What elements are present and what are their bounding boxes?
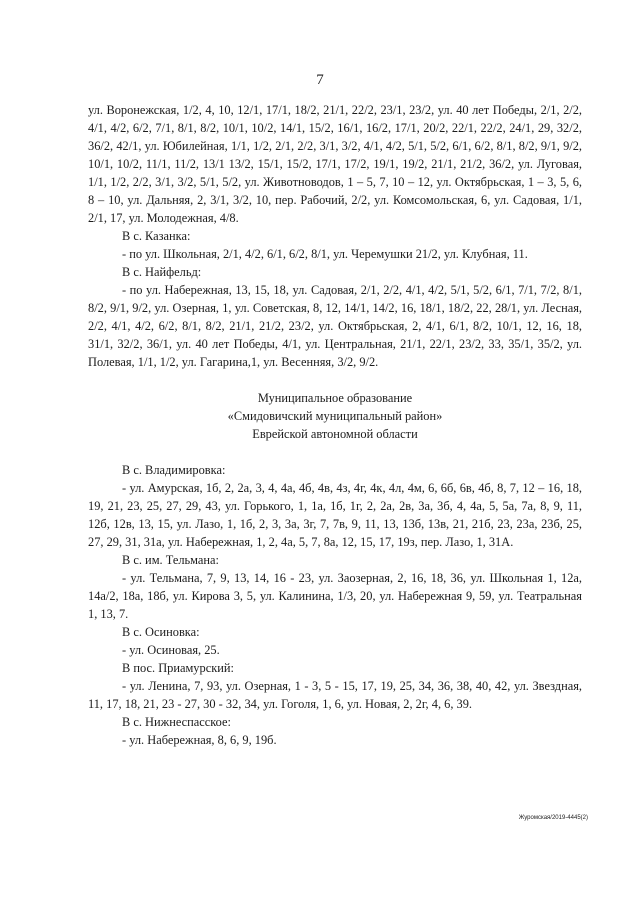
village-heading: В с. Казанка: <box>122 229 191 243</box>
document-body <box>88 101 582 749</box>
address-paragraph: - по ул. Школьная, 2/1, 4/2, 6/1, 6/2, 8/1, ул. Черемушки 21/2, ул. Клубная, 11. <box>122 247 528 261</box>
address-paragraph: - по ул. Набережная, 13, 15, 18, ул. Садовая, 2/1, 2/2, 4/1, 4/2, 5/1, 5/2, 6/1, 7/1, 7/2, 8/1, 8/2, 9/1, 9/2, ул. Озерная, 1, ул. Советская, 8, 12, 14/1, 14/2, 16, 18/1, 18/2, 22, 28/1, ул. Лесная, 2/2, 4/1, 4/2, 6/2, 8/1, 8/2, 21/1, 21/2, 23/2, ул. Октябрьская, 2, 4/1, 6/1, 8/2, 10/1, 12, 16, 18, 31/1, 32/2, 36/1, ул. 40 лет Победы, 4/1, ул. Центральная, 21/1, 22/1, 23/2, 33, 35/1, 35/2, ул. Полевая, 1/1, 1/2, ул. Гагарина,1, ул. Весенняя, 3/2, 9/2. <box>88 283 582 369</box>
heading-line: Муниципальное образование <box>257 391 413 405</box>
village-heading: В с. им. Тельмана: <box>122 553 219 567</box>
address-paragraph: - ул. Ленина, 7, 93, ул. Озерная, 1 - 3, 5 - 15, 17, 19, 25, 34, 36, 38, 40, 42, ул. Звездная, 11, 17, 18, 21, 23 - 27, 30 - 32, 34, ул. Гоголя, 1, 6, ул. Новая, 2, 2г, 4, 6, 39. <box>88 679 582 711</box>
village-heading: В с. Найфельд: <box>122 265 202 279</box>
address-paragraph: - ул. Тельмана, 7, 9, 13, 14, 16 - 23, ул. Заозерная, 2, 16, 18, 36, ул. Школьная 1, 12а, 14а/2, 18а, 18б, ул. Кирова 3, 5, ул. Калинина, 1/3, 20, ул. Набережная 9, 59, ул. Театральная 1, 13, 7. <box>88 571 582 621</box>
village-heading: В с. Владимировка: <box>122 463 226 477</box>
heading-line: Еврейской автономной области <box>252 427 418 441</box>
village-heading: В пос. Приамурский: <box>122 661 234 675</box>
document-code: Журомская/2019-4445(2) <box>518 815 588 821</box>
spacer <box>88 443 582 461</box>
section-heading <box>88 389 582 443</box>
address-paragraph: - ул. Набережная, 8, 6, 9, 19б. <box>122 733 277 747</box>
address-paragraph: ул. Воронежская, 1/2, 4, 10, 12/1, 17/1, 18/2, 21/1, 22/2, 23/1, 23/2, ул. 40 лет Победы, 2/1, 2/2, 4/1, 4/2, 6/2, 7/1, 8/1, 8/2, 10/1, 10/2, 14/1, 15/2, 16/1, 16/2, 17/1, 20/2, 22/1, 22/2, 24/1, 29, 32/2, 36/2, 42/1, ул. Юбилейная, 1/1, 1/2, 2/1, 2/2, 3/1, 3/2, 4/1, 4/2, 5/1, 5/2, 6/1, 6/2, 8/1, 8/2, 9/1, 9/2, 10/1, 10/2, 11/1, 11/2, 13/1 13/2, 15/1, 15/2, 17/1, 17/2, 19/1, 19/2, 21/1, 21/2, 36/2, ул. Луговая, 1/1, 1/2, 2/2, 3/1, 3/2, 5/1, 5/2, ул. Животноводов, 1 – 5, 7, 10 – 12, ул. Октябрьская, 1 – 3, 5, 6, 8 – 10, ул. Дальняя, 2, 3/1, 3/2, 10, пер. Рабочий, 2/2, ул. Комсомольская, 6, ул. Садовая, 1/1, 2/1, 17, ул. Молодежная, 4/8. <box>88 103 582 225</box>
heading-line: «Смидовичский муниципальный район» <box>227 409 443 423</box>
page-number: 7 <box>316 72 324 88</box>
village-heading: В с. Осиновка: <box>122 625 200 639</box>
village-heading: В с. Нижнеспасское: <box>122 715 231 729</box>
address-paragraph: - ул. Осиновая, 25. <box>122 643 220 657</box>
spacer <box>88 371 582 389</box>
address-paragraph: - ул. Амурская, 1б, 2, 2а, 3, 4, 4а, 4б, 4в, 4з, 4г, 4к, 4л, 4м, 6, 6б, 6в, 4б, 8, 7, 12 – 16, 18, 19, 21, 23, 25, 27, 29, 43, ул. Горького, 1, 1а, 1б, 1г, 2, 2а, 2в, 3а, 3б, 4, 4а, 5, 5а, 7а, 8, 9, 11, 12б, 12в, 13, 15, ул. Лазо, 1, 1б, 2, 3, 3а, 3г, 7, 7в, 9, 11, 13, 13б, 13в, 21, 21б, 23, 23а, 23б, 25, 27, 29, 31, 31а, ул. Набережная, 1, 2, 4а, 5, 7, 8а, 12, 15, 17, 19з, пер. Лазо, 1, 31А. <box>88 481 582 549</box>
